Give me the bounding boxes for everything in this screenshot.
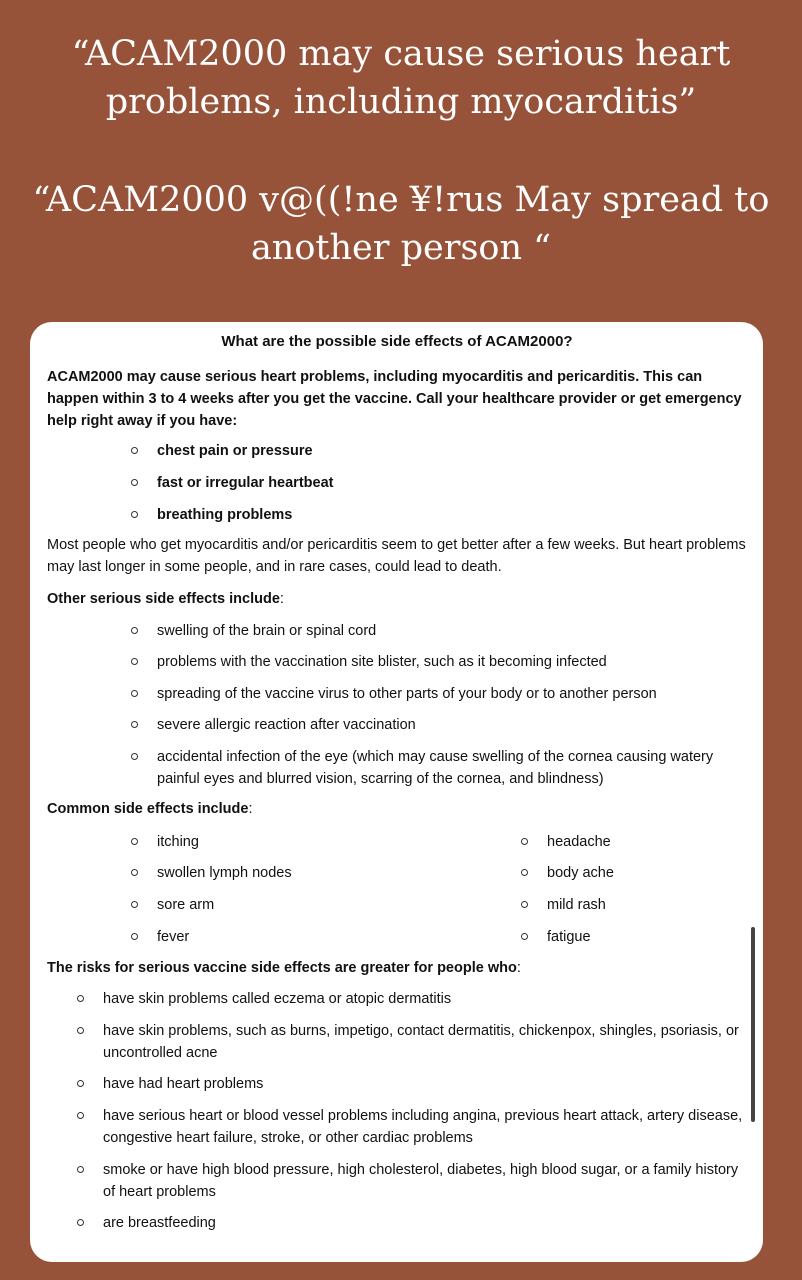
bullet-icon [77, 995, 84, 1002]
bullet-icon [131, 690, 138, 697]
bullet-icon [77, 1027, 84, 1034]
bullet-icon [131, 447, 138, 454]
document-title: What are the possible side effects of ACAM2000? [221, 333, 573, 350]
bullet-icon [521, 838, 528, 845]
bullet-icon [77, 1166, 84, 1173]
caption-quote-2: “ACAM2000 v@((!ne ¥!rus May spread to another person “ [32, 180, 770, 268]
bullet-icon [131, 658, 138, 665]
bullet-icon [521, 901, 528, 908]
bullet-icon [77, 1080, 84, 1087]
scrollbar[interactable] [751, 927, 755, 1122]
risk-heading: The risks for serious vaccine side effects are greater for people who: [47, 960, 521, 976]
bullet-icon [77, 1219, 84, 1226]
bullet-icon [131, 627, 138, 634]
bullet-icon [131, 901, 138, 908]
bullet-icon [77, 1112, 84, 1119]
intro-paragraph: ACAM2000 may cause serious heart problems, including myocarditis and pericarditis. This can happen within 3 to 4 weeks after you get the vaccine. Call your healthcare provider or get emergency help right away if you have: [47, 369, 742, 429]
bullet-icon [521, 933, 528, 940]
bullet-icon [521, 869, 528, 876]
bullet-icon [131, 838, 138, 845]
common-heading: Common side effects include: [47, 801, 253, 817]
bullet-icon [131, 721, 138, 728]
caption-quote-1: “ACAM2000 may cause serious heart problems, including myocarditis” [71, 34, 731, 122]
bullet-icon [131, 479, 138, 486]
bullet-icon [131, 933, 138, 940]
bullet-icon [131, 511, 138, 518]
bullet-icon [131, 869, 138, 876]
bullet-icon [131, 753, 138, 760]
recovery-paragraph: Most people who get myocarditis and/or pericarditis seem to get better after a few weeks. But heart problems may last longer in some people, and in rare cases, could lead to death. [47, 537, 746, 575]
serious-heading: Other serious side effects include: [47, 591, 284, 607]
document-card: What are the possible side effects of ACAM2000? ACAM2000 may cause serious heart problems, including myocarditis and pericarditis. This can happen within 3 to 4 weeks after you get the vaccine. Call your healthcare provider or get emergency help right away if you have: chest pain or pressure fast or irregular heartbeat breathing problems Most people who get myocarditis and/or pericarditis seem to get better after a few weeks. But heart problems may last longer in some people, and in rare cases, could lead to death. Other serious side effects include: swelling of the brain or spinal cord problems with the vaccination site blister, such as it becoming infected spreading of the vaccine virus to other parts of your body or to another person severe allergic reaction after vaccination accidental infection of the eye (which may cause swelling of the cornea causing watery painful eyes and blurred vision, scarring of the cornea, and blindness) Common side effects include: itching swollen lymph nodes sore arm fever headache body ache mild rash fatigue The risks for serious vaccine side effects are greater for people who: have skin problems called eczema or atopic dermatitis have skin problems, such as burns, impetigo, contact dermatitis, chickenpox, shingles, psoriasis, or uncontrolled acne have had heart problems have serious heart or blood vessel problems including angina, previous heart attack, artery disease, congestive heart failure, stroke, or other cardiac problems smoke or have high blood pressure, high cholesterol, diabetes, high blood sugar, or a family history of heart problems are breastfeeding [30, 322, 763, 1262]
